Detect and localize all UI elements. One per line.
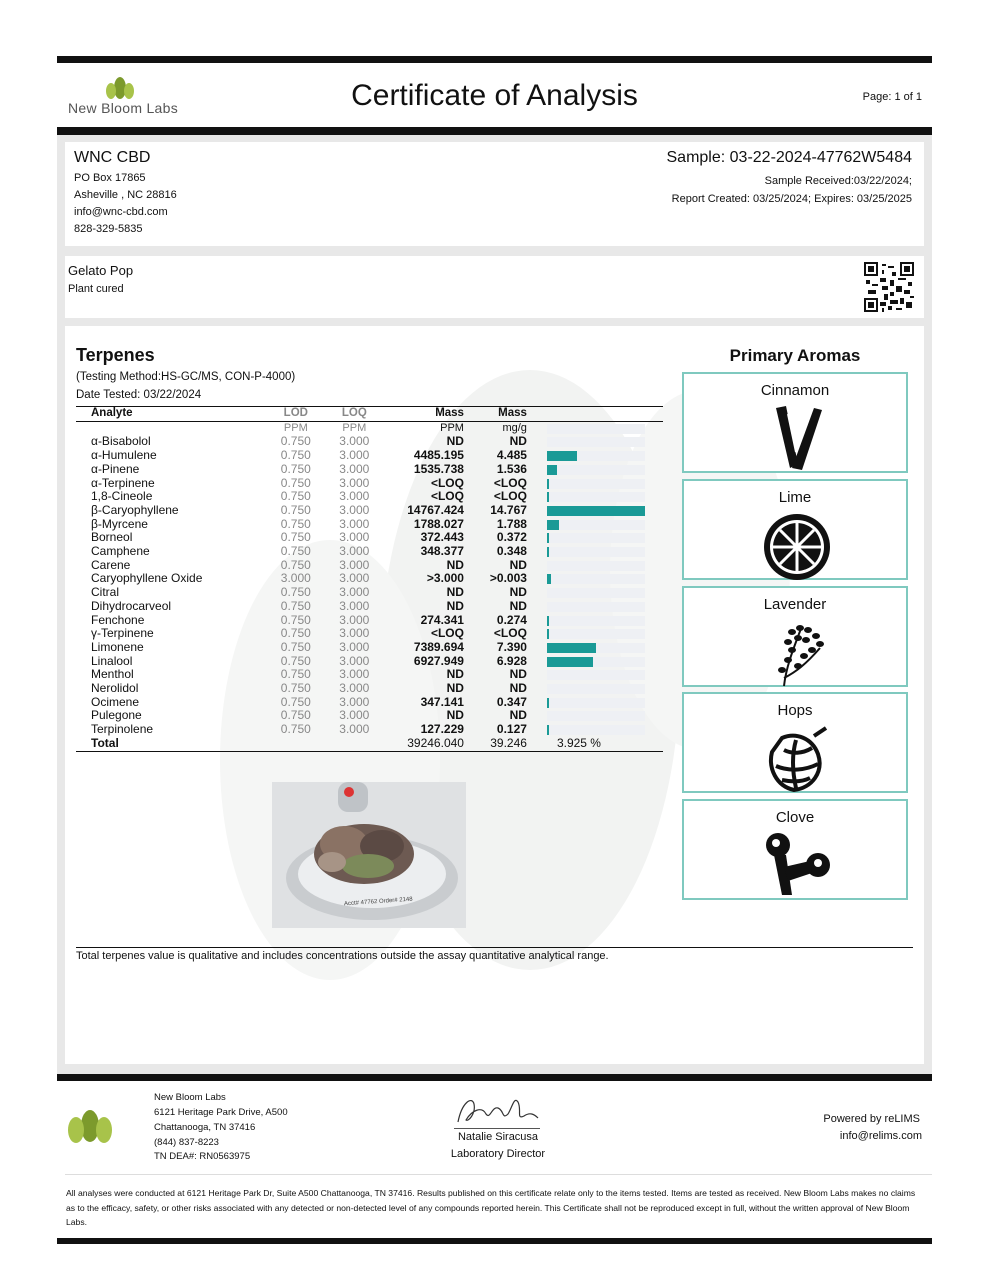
clove-icon <box>762 831 832 901</box>
bar-cell <box>527 586 663 600</box>
mass-ppm-cell: 14767.424 <box>407 502 464 517</box>
bar-cell <box>527 627 663 641</box>
loq-cell: 3.000 <box>339 653 370 668</box>
footer-phone: (844) 837-8223 <box>154 1137 219 1148</box>
disclaimer: All analyses were conducted at 6121 Heritage Park Dr, Suite A500 Chattanooga, TN 37416. Results published on this certificate relate only to the items tested. Items are tested as received. New Bloom Labs makes no claims as to the efficacy, safety, or other risks associated with any detected or non-detected level of any compounds reported herein. This Certificate shall not be reproduced except in full, without the written approval of New Bloom Labs. <box>66 1188 916 1227</box>
page-title: Certificate of Analysis <box>351 79 638 112</box>
powered-email: info@relims.com <box>839 1130 922 1142</box>
mass-mgg-cell: ND <box>509 708 527 723</box>
report-dates: Report Created: 03/25/2024; Expires: 03/25/2025 <box>671 193 912 205</box>
aroma-card-lime <box>682 479 908 580</box>
sample-label-text: Acct# 47762 Order# 2148 <box>343 896 413 908</box>
lod-cell: 3.000 <box>280 571 311 586</box>
bar-fill <box>547 465 557 475</box>
bar-cell <box>527 559 663 573</box>
lod-cell: 0.750 <box>280 544 311 559</box>
table-row <box>76 449 663 463</box>
bar-track <box>547 616 645 626</box>
total-ppm: 39246.040 <box>407 735 464 750</box>
mass-mgg-cell: 4.485 <box>496 448 527 463</box>
loq-cell: 3.000 <box>339 489 370 504</box>
mass-ppm-cell: ND <box>446 708 464 723</box>
units-row <box>76 421 663 435</box>
mass-ppm-cell: 7389.694 <box>413 639 464 654</box>
sample-received: Sample Received:03/22/2024; <box>764 175 912 187</box>
analyte-cell: Caryophyllene Oxide <box>91 571 203 586</box>
bar-fill <box>547 629 549 639</box>
client-email: info@wnc-cbd.com <box>74 206 168 218</box>
analyte-cell: Fenchone <box>91 612 145 627</box>
analyte-cell: Limonene <box>91 639 144 654</box>
bar-track <box>547 465 645 475</box>
aroma-label-lime: Lime <box>778 489 812 506</box>
table-row <box>76 655 663 669</box>
bar-cell <box>527 600 663 614</box>
mass-mgg-cell: 0.274 <box>496 612 527 627</box>
mass-mgg-cell: 0.127 <box>496 722 527 737</box>
table-row <box>76 518 663 532</box>
table-row <box>76 586 663 600</box>
bar-fill <box>547 657 593 667</box>
qr-code <box>864 262 914 312</box>
mass-mgg-cell: 0.372 <box>496 530 527 545</box>
lod-cell: 0.750 <box>280 516 311 531</box>
lod-cell: 0.750 <box>280 585 311 600</box>
loq-cell: 3.000 <box>339 681 370 696</box>
bar-cell <box>527 518 663 532</box>
bar-cell <box>527 449 663 463</box>
mass-ppm-cell: 348.377 <box>420 544 464 559</box>
footer-dea: TN DEA#: RN0563975 <box>154 1151 251 1162</box>
bar-fill <box>547 574 551 584</box>
mass-ppm-cell: 274.341 <box>420 612 464 627</box>
table-row <box>76 682 663 696</box>
loq-cell: 3.000 <box>339 516 370 531</box>
aroma-label-clove: Clove <box>775 809 815 826</box>
footer-lab-name: New Bloom Labs <box>154 1092 226 1103</box>
mass-ppm-cell: ND <box>446 434 464 449</box>
table-row <box>76 559 663 573</box>
mass-ppm-cell: ND <box>446 557 464 572</box>
mass-mgg-cell: <LOQ <box>493 489 527 504</box>
mass-ppm-cell: 6927.949 <box>413 653 464 668</box>
loq-cell: 3.000 <box>339 708 370 723</box>
loq-cell: 3.000 <box>339 544 370 559</box>
bar-fill <box>547 520 559 530</box>
mass-mgg-cell: 1.788 <box>496 516 527 531</box>
aroma-card-hops <box>682 692 908 793</box>
lod-cell: 0.750 <box>280 626 311 641</box>
mass-ppm-cell: ND <box>446 667 464 682</box>
table-header-row <box>76 407 663 422</box>
bar-cell <box>527 435 663 449</box>
mass-mgg-cell: 6.928 <box>496 653 527 668</box>
analyte-cell: Ocimene <box>91 694 140 709</box>
analyte-cell: 1,8-Cineole <box>91 489 153 504</box>
table-row <box>76 600 663 614</box>
lod-cell: 0.750 <box>280 694 311 709</box>
mass-mgg-cell: ND <box>509 585 527 600</box>
lab-name: New Bloom Labs <box>68 100 179 116</box>
table-row <box>76 572 663 586</box>
loq-cell: 3.000 <box>339 571 370 586</box>
table-row <box>76 641 663 655</box>
bar-cell <box>527 463 663 477</box>
lod-cell: 0.750 <box>280 475 311 490</box>
bar-cell <box>527 723 663 737</box>
lod-cell: 0.750 <box>280 653 311 668</box>
col-mass-mgg: Mass <box>498 407 527 419</box>
mass-ppm-cell: 4485.195 <box>413 448 464 463</box>
bar-cell <box>527 490 663 504</box>
table-row <box>76 435 663 449</box>
col-lod: LOD <box>283 407 308 419</box>
client-address2: Asheville , NC 28816 <box>74 189 177 201</box>
footer-rule <box>57 1074 932 1081</box>
footer-address1: 6121 Heritage Park Drive, A500 <box>154 1107 288 1118</box>
table-row <box>76 627 663 641</box>
bar-track <box>547 479 645 489</box>
lod-cell: 0.750 <box>280 598 311 613</box>
mass-mgg-cell: >0.003 <box>489 571 527 586</box>
loq-cell: 3.000 <box>339 557 370 572</box>
table-row <box>76 477 663 491</box>
analyte-cell: β-Myrcene <box>91 516 148 531</box>
table-row <box>76 723 663 737</box>
lod-cell: 0.750 <box>280 612 311 627</box>
analyte-cell: Menthol <box>91 667 134 682</box>
total-mgg: 39.246 <box>490 735 527 750</box>
bar-fill <box>547 533 549 543</box>
footer-address2: Chattanooga, TN 37416 <box>154 1122 256 1133</box>
table-row <box>76 504 663 518</box>
analyte-cell: α-Bisabolol <box>91 434 151 449</box>
table-row <box>76 696 663 710</box>
analyte-cell: α-Pinene <box>91 461 140 476</box>
client-address1: PO Box 17865 <box>74 172 146 184</box>
analyte-cell: Terpinolene <box>91 722 154 737</box>
signer-name: Natalie Siracusa <box>457 1131 539 1143</box>
bar-cell <box>527 614 663 628</box>
note-rule <box>76 947 913 948</box>
bar-cell <box>527 572 663 586</box>
loq-cell: 3.000 <box>339 667 370 682</box>
page-number: Page: 1 of 1 <box>862 91 922 103</box>
loq-cell: 3.000 <box>339 585 370 600</box>
lod-cell: 0.750 <box>280 530 311 545</box>
bar-track <box>547 547 645 557</box>
sample-photo <box>272 782 466 928</box>
lod-cell: 0.750 <box>280 639 311 654</box>
loq-cell: 3.000 <box>339 461 370 476</box>
mass-mgg-cell: <LOQ <box>493 475 527 490</box>
mass-ppm-cell: 1535.738 <box>413 461 464 476</box>
unit-mass-mgg: mg/g <box>502 421 527 434</box>
bar-track <box>547 602 645 612</box>
table-row <box>76 490 663 504</box>
product-name: Gelato Pop <box>68 263 134 278</box>
bar-fill <box>547 479 549 489</box>
lod-cell: 0.750 <box>280 667 311 682</box>
bar-track <box>547 684 645 694</box>
mass-mgg-cell: 1.536 <box>496 461 527 476</box>
signature-line <box>454 1128 540 1129</box>
mass-ppm-cell: 127.229 <box>420 722 464 737</box>
analyte-cell: β-Caryophyllene <box>91 502 179 517</box>
total-percent: 3.925 % <box>556 735 601 750</box>
mass-ppm-cell: 347.141 <box>420 694 464 709</box>
lod-cell: 0.750 <box>280 489 311 504</box>
header-rule <box>57 127 932 135</box>
mass-ppm-cell: ND <box>446 681 464 696</box>
analyte-cell: α-Terpinene <box>91 475 155 490</box>
hops-icon <box>762 724 832 794</box>
bottom-rule <box>57 1238 932 1244</box>
lod-cell: 0.750 <box>280 502 311 517</box>
bar-fill <box>547 492 549 502</box>
aroma-card-clove <box>682 799 908 900</box>
bar-track <box>547 629 645 639</box>
analyte-cell: Linalool <box>91 653 133 668</box>
mass-ppm-cell: >3.000 <box>426 571 464 586</box>
aromas-title: Primary Aromas <box>729 346 861 365</box>
table-row <box>76 463 663 477</box>
table-row <box>76 668 663 682</box>
bar-fill <box>547 506 645 516</box>
aroma-card-cinnamon <box>682 372 908 473</box>
analyte-cell: Borneol <box>91 530 133 545</box>
bar-track <box>547 698 645 708</box>
signature <box>452 1092 542 1128</box>
mass-mgg-cell: <LOQ <box>493 626 527 641</box>
mass-ppm-cell: <LOQ <box>430 475 464 490</box>
table-row <box>76 614 663 628</box>
mass-ppm-cell: <LOQ <box>430 489 464 504</box>
loq-cell: 3.000 <box>339 502 370 517</box>
terpenes-table <box>76 406 663 752</box>
mass-ppm-cell: 1788.027 <box>413 516 464 531</box>
lod-cell: 0.750 <box>280 722 311 737</box>
bar-fill <box>547 725 549 735</box>
date-tested: Date Tested: 03/22/2024 <box>76 389 202 401</box>
analyte-cell: Pulegone <box>91 708 142 723</box>
unit-lod: PPM <box>283 421 308 434</box>
mass-mgg-cell: ND <box>509 681 527 696</box>
mass-mgg-cell: ND <box>509 557 527 572</box>
bar-cell <box>527 477 663 491</box>
analyte-cell: Citral <box>91 585 120 600</box>
client-phone: 828-329-5835 <box>74 223 143 235</box>
col-loq: LOQ <box>341 407 367 419</box>
loq-cell: 3.000 <box>339 722 370 737</box>
col-mass-ppm: Mass <box>435 407 464 419</box>
bar-cell <box>527 504 663 518</box>
unit-mass-ppm: PPM <box>440 421 464 434</box>
table-row <box>76 531 663 545</box>
lod-cell: 0.750 <box>280 434 311 449</box>
powered-by: Powered by reLIMS <box>823 1113 920 1125</box>
analyte-cell: Nerolidol <box>91 681 139 696</box>
bar-track <box>547 574 645 584</box>
aroma-label-hops: Hops <box>777 702 813 719</box>
client-name: WNC CBD <box>74 149 151 166</box>
aroma-label-cinnamon: Cinnamon <box>760 382 830 399</box>
bar-track <box>547 561 645 571</box>
bar-cell <box>527 668 663 682</box>
testing-method: (Testing Method:HS-GC/MS, CON-P-4000) <box>76 371 296 383</box>
mass-mgg-cell: 0.347 <box>496 694 527 709</box>
aroma-card-lavender <box>682 586 908 687</box>
unit-loq: PPM <box>342 421 367 434</box>
bar-cell <box>527 641 663 655</box>
cinnamon-icon <box>762 404 832 474</box>
signer-title: Laboratory Director <box>450 1148 546 1160</box>
lod-cell: 0.750 <box>280 681 311 696</box>
footer-logo <box>66 1109 114 1145</box>
analyte-cell: γ-Terpinene <box>91 626 154 641</box>
col-bar <box>527 407 663 422</box>
mass-mgg-cell: ND <box>509 434 527 449</box>
bar-cell <box>527 709 663 723</box>
analyte-cell: α-Humulene <box>91 448 157 463</box>
mass-ppm-cell: ND <box>446 585 464 600</box>
loq-cell: 3.000 <box>339 475 370 490</box>
lavender-icon <box>762 618 832 688</box>
top-rule <box>57 56 932 63</box>
lod-cell: 0.750 <box>280 557 311 572</box>
bar-cell <box>527 545 663 559</box>
analyte-cell: Camphene <box>91 544 150 559</box>
lod-cell: 0.750 <box>280 461 311 476</box>
mass-mgg-cell: ND <box>509 598 527 613</box>
bar-fill <box>547 547 549 557</box>
terpenes-title: Terpenes <box>76 345 155 365</box>
loq-cell: 3.000 <box>339 639 370 654</box>
bar-cell <box>527 696 663 710</box>
loq-cell: 3.000 <box>339 434 370 449</box>
table-row <box>76 545 663 559</box>
mass-mgg-cell: 0.348 <box>496 544 527 559</box>
loq-cell: 3.000 <box>339 598 370 613</box>
bar-cell <box>527 682 663 696</box>
lime-icon <box>762 511 832 581</box>
bar-cell <box>527 655 663 669</box>
loq-cell: 3.000 <box>339 626 370 641</box>
bar-track <box>547 588 645 598</box>
total-row <box>76 737 663 751</box>
bar-track <box>547 725 645 735</box>
bar-cell <box>527 531 663 545</box>
lod-cell: 0.750 <box>280 448 311 463</box>
table-row <box>76 709 663 723</box>
loq-cell: 3.000 <box>339 694 370 709</box>
sample-id: Sample: 03-22-2024-47762W5484 <box>666 149 912 166</box>
bar-fill <box>547 643 596 653</box>
bar-track <box>547 533 645 543</box>
lod-cell: 0.750 <box>280 708 311 723</box>
footer-divider <box>65 1174 932 1175</box>
bar-track <box>547 711 645 721</box>
analyte-cell: Carene <box>91 557 131 572</box>
analyte-cell: Dihydrocarveol <box>91 598 172 613</box>
bar-track <box>547 492 645 502</box>
mass-mgg-cell: ND <box>509 667 527 682</box>
bar-fill <box>547 451 577 461</box>
mass-ppm-cell: ND <box>446 598 464 613</box>
product-panel <box>65 256 924 318</box>
mass-ppm-cell: <LOQ <box>430 626 464 641</box>
aroma-label-lavender: Lavender <box>763 596 827 613</box>
mass-mgg-cell: 14.767 <box>490 502 527 517</box>
total-label: Total <box>91 735 119 750</box>
bar-track <box>547 670 645 680</box>
bar-track <box>547 437 645 447</box>
terpenes-note: Total terpenes value is qualitative and includes concentrations outside the assay quantitative analytical range. <box>76 950 609 962</box>
mass-mgg-cell: 7.390 <box>496 639 527 654</box>
bar-fill <box>547 698 549 708</box>
loq-cell: 3.000 <box>339 530 370 545</box>
bar-fill <box>547 616 549 626</box>
mass-ppm-cell: 372.443 <box>420 530 464 545</box>
col-analyte: Analyte <box>91 407 133 419</box>
bar-track <box>547 520 645 530</box>
loq-cell: 3.000 <box>339 612 370 627</box>
loq-cell: 3.000 <box>339 448 370 463</box>
product-type: Plant cured <box>68 283 124 295</box>
